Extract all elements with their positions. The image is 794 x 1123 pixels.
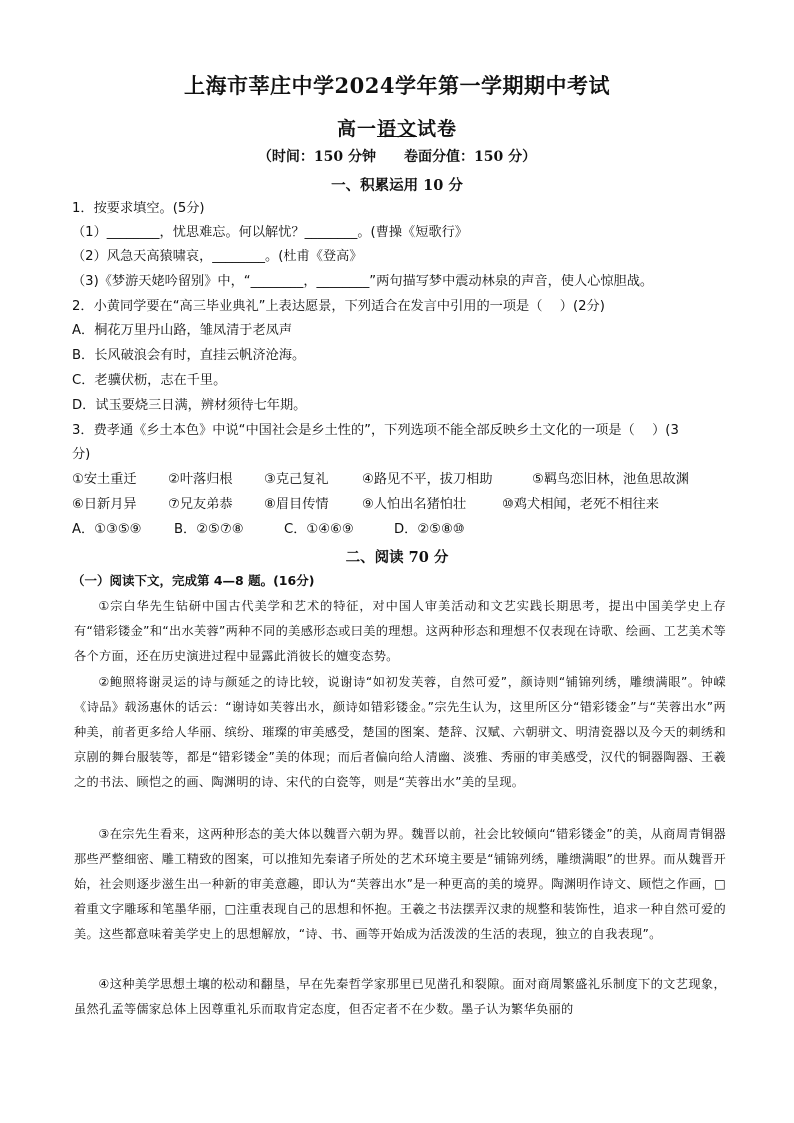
exam-meta: （时间：150 分钟 卷面分值：150 分） — [257, 149, 537, 165]
question-line: 分) — [72, 447, 91, 462]
option-item: ⑧眉目传情 — [264, 497, 329, 512]
reading-paragraph: ④这种美学思想土壤的松动和翻垦，早在先秦哲学家那里已见凿孔和裂隙。面对商周繁盛礼乐制度下的文艺现象，虽然孔孟等儒家总体上因尊重礼乐而取肯定态度，但否定者不在少数。墨子认为繁华奂丽的 — [74, 977, 726, 1016]
answer-choices — [72, 521, 732, 539]
subtitle-part-grade: 高一 — [336, 118, 377, 140]
option-item: ④路见不平，拔刀相助 — [362, 472, 493, 487]
answer-choice: B．②⑤⑦⑧ — [174, 522, 244, 537]
option-item: ①安土重迁 — [72, 472, 137, 487]
option-item: ⑦兄友弟恭 — [168, 497, 233, 512]
question-line: （2）风急天高猿啸哀，________。(杜甫《登高》 — [72, 249, 363, 264]
question-line: 3．费孝通《乡土本色》中说“中国社会是乡土性的”，下列选项不能全部反映乡土文化的一项是（ ）(3 — [72, 423, 679, 438]
reading-paragraph: ③在宗先生看来，这两种形态的美大体以魏晋六朝为界。魏晋以前，社会比较倾向“错彩镂金”的美，从商周青铜器那些严整细密、雕工精致的图案，可以推知先秦诸子所处的艺术环境主要是“铺锦列绣，雕缋满眼”的世界。而从魏晋开始，社会则逐步滋生出一种新的审美意趣，即认为“芙蓉出水”是一种更高的美的境界。陶渊明作诗文、顾恺之作画，□着重文字雕琢和笔墨华丽，□注重表现自己的思想和怀抱。王羲之书法摆弄汉隶的规整和装饰性，追求一种自然可爱的美。这些都意味着美学史上的思想解放，“诗、书、画等开始成为活泼泼的生活的表现，独立的自我表现”。 — [74, 827, 726, 941]
answer-choice: A．①③⑤⑨ — [72, 522, 142, 537]
exam-title: 上海市莘庄中学2024学年第一学期期中考试 — [184, 73, 610, 98]
option-item: ⑩鸡犬相闻，老死不相往来 — [502, 497, 659, 512]
reading-subheading: （一）阅读下文，完成第 4—8 题。(16分) — [72, 573, 315, 588]
paper-subtitle — [0, 114, 794, 141]
reading-paragraph: ①宗白华先生钻研中国古代美学和艺术的特征，对中国人审美活动和文艺实践长期思考，提出中国美学史上存有“错彩镂金”和“出水芙蓉”两种不同的美感形态或曰美的理想。这两种形态和理想不仅表现在诗歌、绘画、工艺美术等各个方面，还在历史演进过程中显露此消彼长的嬗变态势。 — [74, 599, 726, 663]
subtitle-part-paper: 试卷 — [417, 118, 458, 140]
answer-choice: C．①④⑥⑨ — [284, 522, 354, 537]
option-item: ②叶落归根 — [168, 472, 233, 487]
question-line: C．老骥伏枥，志在千里。 — [72, 373, 227, 388]
section-heading-1: 一、积累运用 10 分 — [331, 177, 463, 194]
question-line: 1．按要求填空。(5分) — [72, 201, 205, 216]
question-line: 2．小黄同学要在“高三毕业典礼”上表达愿景，下列适合在发言中引用的一项是（ ）(2分) — [72, 299, 605, 314]
question-line: （3)《梦游天姥吟留别》中，“________，________”两句描写梦中震动林泉的声音，使人心惊胆战。 — [72, 274, 654, 289]
option-item: ⑨人怕出名猪怕壮 — [362, 497, 467, 512]
options-row-2 — [72, 496, 732, 514]
question-line: B．长风破浪会有时，直挂云帆济沧海。 — [72, 348, 306, 363]
option-item: ⑤羁鸟恋旧林，池鱼思故渊 — [532, 472, 689, 487]
options-row-1 — [72, 471, 732, 489]
subtitle-part-subject: 语文 — [376, 118, 417, 140]
question-line: （1）________，忧思难忘。何以解忧？________。(曹操《短歌行》 — [72, 225, 468, 240]
question-line: A．桐花万里丹山路，雏凤清于老凤声 — [72, 323, 293, 338]
option-item: ③克己复礼 — [264, 472, 329, 487]
reading-paragraph: ②鲍照将谢灵运的诗与颜延之的诗比较，说谢诗“如初发芙蓉，自然可爱”，颜诗则“铺锦列绣，雕缋满眼”。钟嵘《诗品》载汤惠休的话云：“谢诗如芙蓉出水，颜诗如错彩镂金。”宗先生认为，这里所区分“错彩镂金”与“芙蓉出水”两种美，前者更多给人华丽、缤纷、璀璨的审美感受，楚国的图案、楚辞、汉赋、六朝骈文、明清瓷器以及今天的刺绣和京剧的舞台服装等，都是“错彩镂金”美的体现；而后者偏向给人清幽、淡雅、秀丽的审美感受，汉代的铜器陶器、王羲之的书法、顾恺之的画、陶渊明的诗、宋代的白瓷等，则是“芙蓉出水”美的呈现。 — [74, 675, 726, 789]
section-heading-2: 二、阅读 70 分 — [345, 549, 449, 566]
question-line: D．试玉要烧三日满，辨材须待七年期。 — [72, 398, 307, 413]
option-item: ⑥日新月异 — [72, 497, 137, 512]
answer-choice: D．②⑤⑧⑩ — [394, 522, 465, 537]
